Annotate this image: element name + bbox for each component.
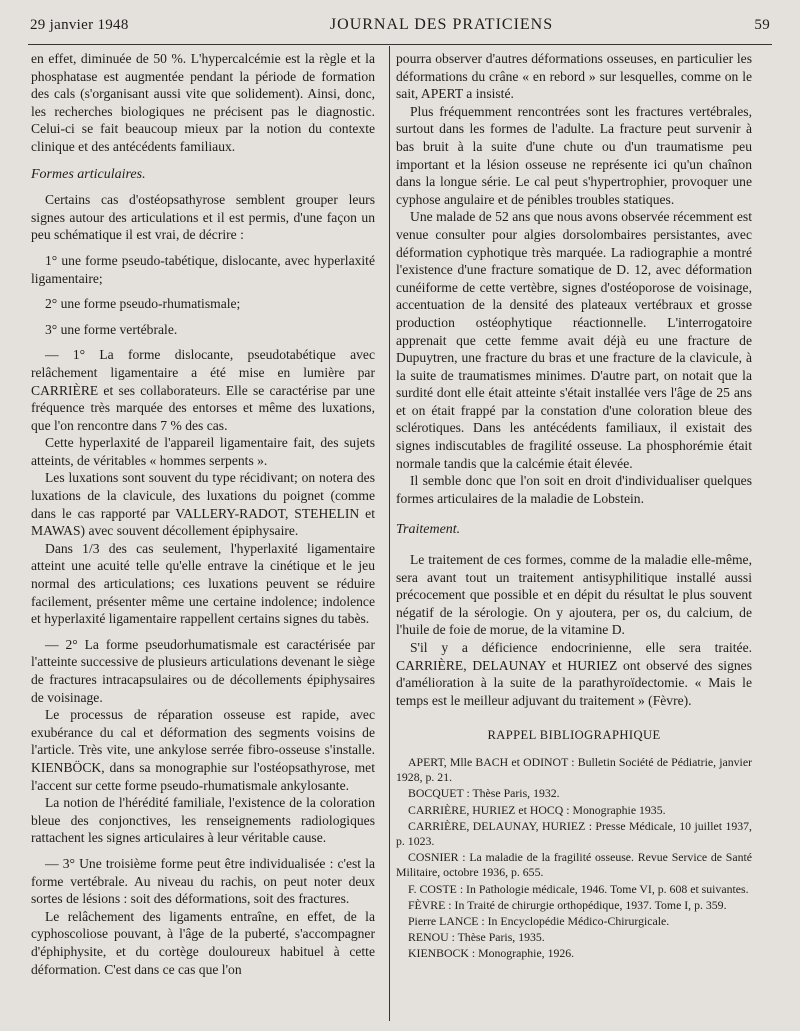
paragraph: — 2° La forme pseudorhumatismale est caractérisée par l'atteinte successive de plusieurs articulations devenant le siège de fractures intracapsulaires ou de décollements épiphysaires de voisinage.	[31, 636, 375, 705]
list-item: 1° une forme pseudo-tabétique, dislocante, avec hyperlaxité ligamentaire;	[31, 252, 375, 286]
bibliography-entry: APERT, Mlle BACH et ODINOT : Bulletin Société de Pédiatrie, janvier 1928, p. 21.	[396, 754, 752, 785]
paragraph: — 1° La forme dislocante, pseudotabétique avec relâchement ligamentaire a été mise en lumière par CARRIÈRE et ses collaborateurs. Elle se caractérise par une fréquence très marquée des entorses et même des luxations, que l'on rencontre dans 7 % des cas.	[31, 347, 375, 433]
bibliography-entry: F. COSTE : In Pathologie médicale, 1946. Tome VI, p. 608 et suivantes.	[408, 881, 749, 896]
paragraph: Le traitement de ces formes, comme de la maladie elle-même, sera avant tout un traitement antisyphilitique installé aussi précocement que possible et en dépit du résultat le plus souvent négatif de la sérologie. On y ajoutera, per os, du calcium, de l'huile de foie de morue, de la vitamine D.	[396, 552, 752, 638]
bibliography-entry: COSNIER : La maladie de la fragilité osseuse. Revue Service de Santé Militaire, octobre 1936, p. 655.	[396, 850, 752, 880]
paragraph: Le processus de réparation osseuse est rapide, avec exubérance du cal et déformation des segments voisins de l'article. Très vite, une ankylose serrée fibro-osseuse s'installe. KIENBÖCK, dans sa monographie sur l'ostéopsathyrose, met l'accent sur cette forme pseudo-rhumatismale ankylosante.	[31, 707, 375, 793]
header-page-number: 59	[754, 16, 770, 33]
page-header	[30, 10, 770, 40]
bibliography-entry: Pierre LANCE : In Encyclopédie Médico-Chirurgicale.	[408, 914, 670, 928]
paragraph: pourra observer d'autres déformations osseuses, en particulier les déformations du crâne « en rebord » sur lesquelles, comme on le sait, APERT a insisté.	[396, 51, 752, 102]
paragraph: Cette hyperlaxité de l'appareil ligamentaire fait, des sujets atteints, de véritables « hommes serpents ».	[31, 435, 375, 468]
bibliography-entry: CARRIÈRE, HURIEZ et HOCQ : Monographie 1935.	[408, 802, 666, 817]
paragraph: Certains cas d'ostéopsathyrose semblent grouper leurs signes autour des articulations et il est permis, d'une façon un peu schématique il est vrai, de décrire :	[31, 192, 375, 243]
bibliography-entry: CARRIÈRE, DELAUNAY, HURIEZ : Presse Médicale, 10 juillet 1937, p. 1023.	[396, 818, 752, 848]
bibliography-heading: RAPPEL BIBLIOGRAPHIQUE	[487, 728, 661, 743]
bibliography-entry: KIENBOCK : Monographie, 1926.	[408, 946, 575, 961]
paragraph: Plus fréquemment rencontrées sont les fractures vertébrales, surtout dans les formes de l'adulte. La fracture peut survenir à bas bruit à la suite d'une chute ou d'un traumatisme peu important et la lésion osseuse ne représente ici qu'un chaînon dans la longue série. Le cal peut s'hypertrophier, provoquer une cyphose angulaire et de pénibles troubles statiques.	[396, 103, 752, 207]
paragraph: Les luxations sont souvent du type récidivant; on notera des luxations de la clavicule, des luxations du poignet (comme dans le cas rapporté par VALLERY-RADOT, STEHELIN et MAWAS) avec souvent décollement épiphysaire.	[31, 470, 375, 539]
paragraph: Il semble donc que l'on soit en droit d'individualiser quelques formes articulaires de la maladie de Lobstein.	[396, 473, 752, 506]
header-journal-title: JOURNAL DES PRATICIENS	[329, 16, 554, 33]
column-divider	[389, 46, 390, 1021]
paragraph: Le relâchement des ligaments entraîne, en effet, de la cyphoscoliose pouvant, à l'âge de la puberté, s'accompagner d'éphiphysite, et du cortège douloureux habituel à cette déformation. C'est dans ce cas que l'on	[31, 908, 375, 977]
bibliography-entry: BOCQUET : Thèse Paris, 1932.	[408, 786, 560, 801]
paragraph: S'il y a déficience endocrinienne, elle sera traitée. CARRIÈRE, DELAUNAY et HURIEZ ont observé des signes d'amélioration à la suite de la parathyroïdectomie. « Mais le temps est le meilleur adjuvant du traitement » (Fèvre).	[396, 640, 752, 708]
header-date: 29 janvier 1948	[30, 16, 129, 33]
paragraph: en effet, diminuée de 50 %. L'hypercalcémie est la règle et la phosphatase est augmentée pendant la période de formation des cals (s'organisant aussi vite que solidement). Ainsi, donc, les recherches biologiques ne précisent pas le diagnostic. Celui-ci se fait beaucoup mieux par la notion du contexte clinique et des antécédents familiaux.	[31, 51, 375, 154]
right-column	[396, 50, 752, 963]
section-heading: Traitement.	[396, 522, 461, 538]
left-column	[31, 50, 375, 978]
paragraph: La notion de l'hérédité familiale, l'existence de la coloration bleue des conjonctives, les renseignements radiologiques rattachent les signes articulaires à leur véritable cause.	[31, 795, 375, 846]
paragraph: — 3° Une troisième forme peut être individualisée : c'est la forme vertébrale. Au niveau du rachis, on peut noter deux sortes de lésions : soit des déformations, soit des fractures.	[31, 855, 375, 907]
bibliography-entry: RENOU : Thèse Paris, 1935.	[408, 930, 545, 945]
bibliography-entry: FÈVRE : In Traité de chirurgie orthopédique, 1937. Tome I, p. 359.	[408, 897, 727, 912]
paragraph: Dans 1/3 des cas seulement, l'hyperlaxité ligamentaire atteint une acuité telle qu'elle entrave la cinétique et le jeu normal des articulations; ces luxations peuvent se réduire facilement, présenter même une certaine indolence; indolence et hyperlaxité ligamentaire rappellent certains signes du tabès.	[31, 540, 375, 627]
list-item: 2° une forme pseudo-rhumatismale;	[45, 296, 241, 312]
section-heading: Formes articulaires.	[31, 166, 146, 182]
paragraph: Une malade de 52 ans que nous avons observée récemment est venue consulter pour algies dorsolombaires persistantes, avec déformation cyphotique très marquée. La radiographie a montré l'existence d'une fracture somatique de D. 12, avec déformation cunéiforme de cette vertèbre, signes d'ostéoporose de voisinage, accentuation de la densité des plateaux vertébraux et grosse production ostéophytique réactionnelle. L'interrogatoire apprenait que cette femme avait déjà eu une fracture de Dupuytren, une fracture du bras et une fracture de la clavicule, à la suite de traumatismes minimes. D'autre part, on notait que la surdité dont elle était atteinte s'était installée vers l'âge de 25 ans et on était frappé par la constation d'une coloration bleue des sclérotiques. Dans les antécédents familiaux, il existait des signes indiscutables de fragilité osseuse. La phosphorémie était normale tandis que la calcémie était élevée.	[396, 209, 752, 471]
list-item: 3° une forme vertébrale.	[45, 321, 178, 337]
bibliography-list	[396, 755, 752, 962]
header-rule	[28, 44, 772, 45]
